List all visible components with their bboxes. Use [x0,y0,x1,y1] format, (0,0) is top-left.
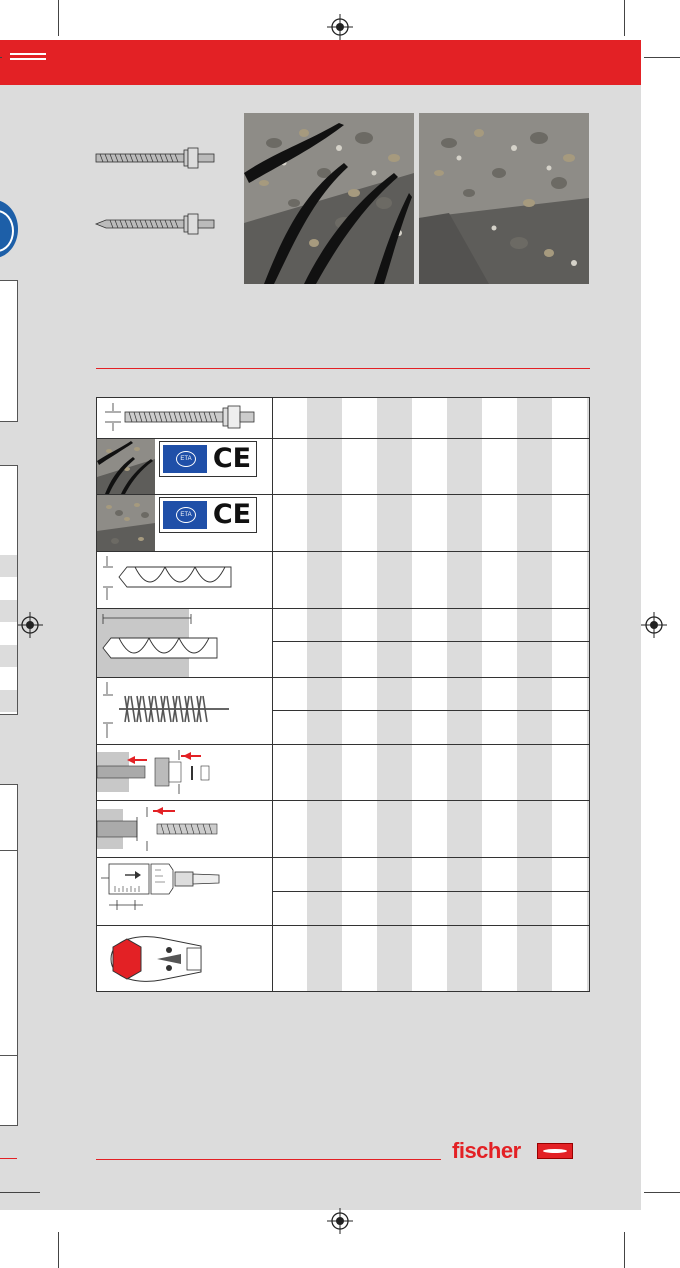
eu-flag-icon [163,501,207,529]
adjacent-page-stripe [0,645,17,667]
table-row-divider [97,744,589,745]
table-row-divider [97,494,589,495]
crop-mark [624,1232,625,1268]
adjacent-page-table [0,465,18,715]
header-tab-mark [10,53,46,55]
crop-mark [624,0,625,36]
eta-emblem: ETA [176,451,196,467]
crop-mark [644,1192,680,1193]
header-tab-mark [10,58,46,60]
drill-bit-icon [101,554,269,606]
non-cracked-concrete-icon [97,495,155,551]
table-row-divider [97,677,589,678]
table-column [342,398,377,991]
threaded-rod-flat-icon [94,146,216,170]
nut-washer-icon [97,746,269,798]
table-column [482,398,517,991]
registration-mark-icon [641,612,667,638]
specification-table [96,397,590,992]
cracked-concrete-icon [97,439,155,494]
drill-hole-depth-icon [99,610,269,676]
registration-mark-icon [327,1208,353,1234]
adjacent-page-line [0,1055,17,1056]
adjacent-page-stripe [0,600,17,622]
brand-fish-badge-icon [537,1143,573,1159]
crop-mark [644,57,680,58]
table-row-divider [97,857,589,858]
table-row-divider [97,925,589,926]
threaded-rod-icon [101,401,269,435]
ce-mark: CE [212,499,252,530]
adjacent-page-stripe [0,690,17,712]
table-row-divider [97,551,589,552]
table-row-divider [97,800,589,801]
rod-insert-icon [97,803,269,855]
fish-logo-icon [543,1149,567,1153]
crop-mark [0,57,2,58]
threaded-rod-pointed-icon [94,212,216,236]
ce-mark: CE [212,443,252,474]
header-bar [0,40,641,85]
ce-approval-badge [159,497,257,533]
section-divider [96,368,590,369]
crop-mark [58,1232,59,1268]
adjacent-page-stripe [0,555,17,577]
table-row-divider [97,438,589,439]
crop-mark [0,1192,40,1193]
setting-tool-icon [99,860,269,922]
table-column [552,398,587,991]
table-row-divider [272,891,589,892]
cracked-concrete-photo [244,113,414,284]
adjacent-page-line [0,850,17,851]
cleaning-brush-icon [101,680,269,742]
table-column [412,398,447,991]
registration-mark-icon [17,612,43,638]
footer-rule [96,1159,441,1160]
crop-mark [58,0,59,36]
ce-approval-badge [159,441,257,477]
registration-mark-icon [327,14,353,40]
adjacent-page-box [0,280,18,422]
adjacent-page-box [0,784,18,1126]
table-row-divider [272,710,589,711]
eu-flag-icon [163,445,207,473]
table-row-divider [272,641,589,642]
eta-emblem: ETA [176,507,196,523]
torque-wrench-icon [101,930,269,988]
adjacent-page-rule [0,1158,17,1159]
brand-logo-text: fischer [452,1138,521,1163]
table-column [272,398,307,991]
non-cracked-concrete-photo [419,113,589,284]
